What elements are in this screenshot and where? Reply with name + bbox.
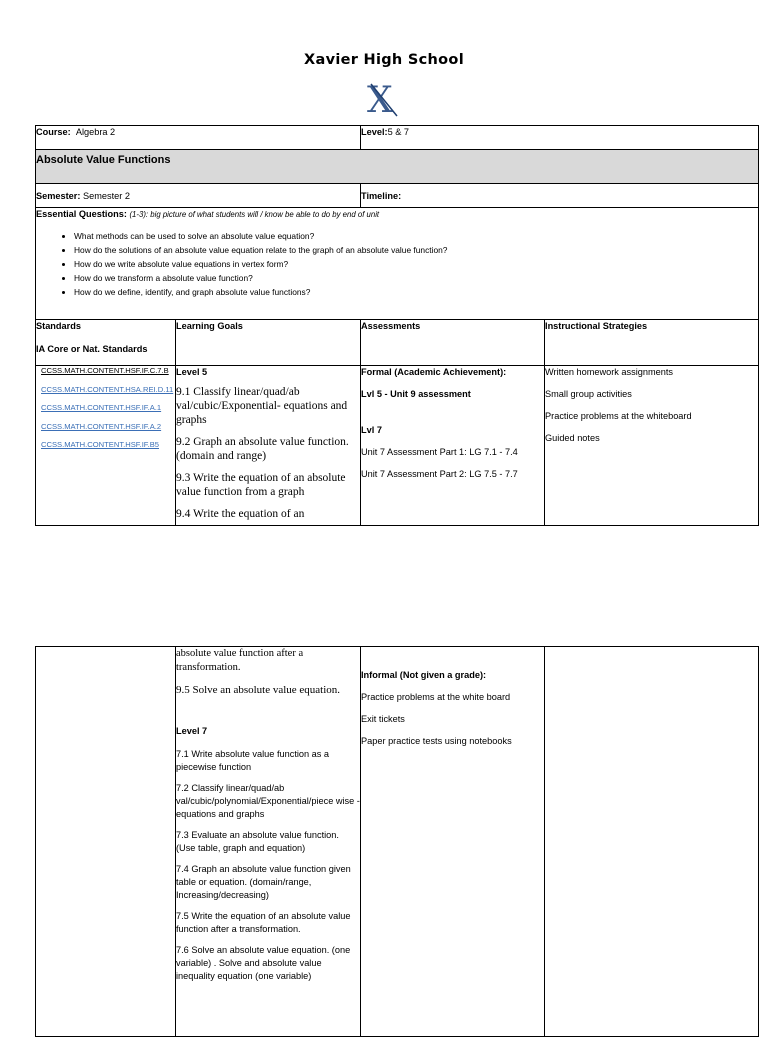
level-label: Level: <box>361 127 388 137</box>
essential-note: (1-3): big picture of what students will / know be able to do by end of unit <box>129 210 380 219</box>
goal-7-5: 7.5 Write the equation of an absolute value function after a transformation. <box>176 911 351 934</box>
standards-heading: Standards <box>36 321 81 331</box>
goals-cell-cont <box>176 647 361 1037</box>
lvl7-label: Lvl 7 <box>361 425 382 435</box>
course-cell <box>36 126 361 150</box>
goal-9-1: 9.1 Classify linear/quad/ab val/cubic/Exponential- equations and graphs <box>176 386 348 426</box>
strategy-item: Guided notes <box>545 433 600 443</box>
goals-header: Learning Goals <box>176 320 361 366</box>
assessments-cell <box>361 366 545 526</box>
goal-9-3: 9.3 Write the equation of an absolute value function from a graph <box>176 472 346 498</box>
goals-cell <box>176 366 361 526</box>
course-label: Course: <box>36 127 71 137</box>
goal-7-4: 7.4 Graph an absolute value function given table or equation. (domain/range, Increasing/decreasing) <box>176 864 351 900</box>
semester-value: Semester 2 <box>83 191 130 201</box>
school-title: Xavier High School <box>304 52 464 68</box>
unit-title: Absolute Value Functions <box>36 154 171 166</box>
standard-link[interactable]: CCSS.MATH.CONTENT.HSF.IF.A.1 <box>41 403 162 412</box>
course-value: Algebra 2 <box>75 127 116 137</box>
semester-cell <box>36 184 361 208</box>
essential-label: Essential Questions: <box>36 209 127 219</box>
standard-link[interactable]: CCSS.MATH.CONTENT.HSF.IF.B5 <box>41 440 159 449</box>
list-item: • How do the solutions of an absolute value equation relate to the graph of an absolute value function? <box>74 243 758 257</box>
curriculum-table-page2 <box>35 646 759 1037</box>
goal-7-2: 7.2 Classify linear/quad/ab val/cubic/polynomial/Exponential/piece wise - equations and graphs <box>176 783 360 819</box>
list-item: • How do we transform a absolute value function? <box>74 271 758 285</box>
strategies-cell-cont <box>545 647 759 1037</box>
formal-label: Formal (Academic Achievement): <box>361 367 507 377</box>
strategies-cell <box>545 366 759 526</box>
list-item: • How do we write absolute value equations in vertex form? <box>74 257 758 271</box>
timeline-cell <box>361 184 759 208</box>
curriculum-table-page1 <box>35 125 759 526</box>
standards-cell-cont <box>36 647 176 1037</box>
informal-item: Exit tickets <box>361 714 405 724</box>
unit-title-cell <box>36 150 759 184</box>
list-item: • How do we define, identify, and graph absolute value functions? <box>74 285 758 299</box>
goal-7-3: 7.3 Evaluate an absolute value function. (Use table, graph and equation) <box>176 830 339 853</box>
essential-questions-list <box>36 229 758 299</box>
strategy-item: Written homework assignments <box>545 367 674 377</box>
standards-header <box>36 320 176 366</box>
goal-9-5: 9.5 Solve an absolute value equation. <box>176 684 341 696</box>
strategy-item: Small group activities <box>545 389 632 399</box>
standards-cell <box>36 366 176 526</box>
level-cell <box>361 126 759 150</box>
logo-letter: X <box>367 80 393 120</box>
strategies-header: Instructional Strategies <box>545 320 759 366</box>
goals-level7: Level 7 <box>176 726 208 736</box>
goal-9-4-cont: absolute value function after a transformation. <box>176 648 304 673</box>
standard-link[interactable]: CCSS.MATH.CONTENT.HSF.IF.A.2 <box>41 421 162 431</box>
assessments-cell-cont <box>361 647 545 1037</box>
goal-7-6: 7.6 Solve an absolute value equation. (one variable) . Solve and absolute value inequality equation (one variable) <box>176 945 351 981</box>
unit7-part2: Unit 7 Assessment Part 2: LG 7.5 - 7.7 <box>361 469 518 479</box>
lvl5-assessment: Lvl 5 - Unit 9 assessment <box>361 389 471 399</box>
standard-link[interactable]: CCSS.MATH.CONTENT.HSA.REI.D.11 <box>41 384 174 394</box>
standards-subheading: IA Core or Nat. Standards <box>36 344 148 354</box>
goal-9-2: 9.2 Graph an absolute value function. (domain and range) <box>176 436 349 462</box>
list-item: • What methods can be used to solve an absolute value equation? <box>74 229 758 243</box>
semester-label: Semester: <box>36 191 81 201</box>
level-value: 5 & 7 <box>387 127 410 137</box>
strategy-item: Practice problems at the whiteboard <box>545 411 692 421</box>
school-logo <box>364 78 404 120</box>
assessments-header: Assessments <box>361 320 545 366</box>
informal-label: Informal (Not given a grade): <box>361 670 487 680</box>
goal-9-4: 9.4 Write the equation of an <box>176 508 305 520</box>
informal-item: Paper practice tests using notebooks <box>361 736 512 746</box>
unit7-part1: Unit 7 Assessment Part 1: LG 7.1 - 7.4 <box>361 447 518 457</box>
goals-level5: Level 5 <box>176 367 208 377</box>
timeline-label: Timeline: <box>361 191 402 201</box>
essential-questions-cell <box>36 208 759 320</box>
informal-item: Practice problems at the white board <box>361 692 511 702</box>
standard-link[interactable]: CCSS.MATH.CONTENT.HSF.IF.C.7.B <box>41 366 169 375</box>
goal-7-1: 7.1 Write absolute value function as a piecewise function <box>176 749 330 772</box>
